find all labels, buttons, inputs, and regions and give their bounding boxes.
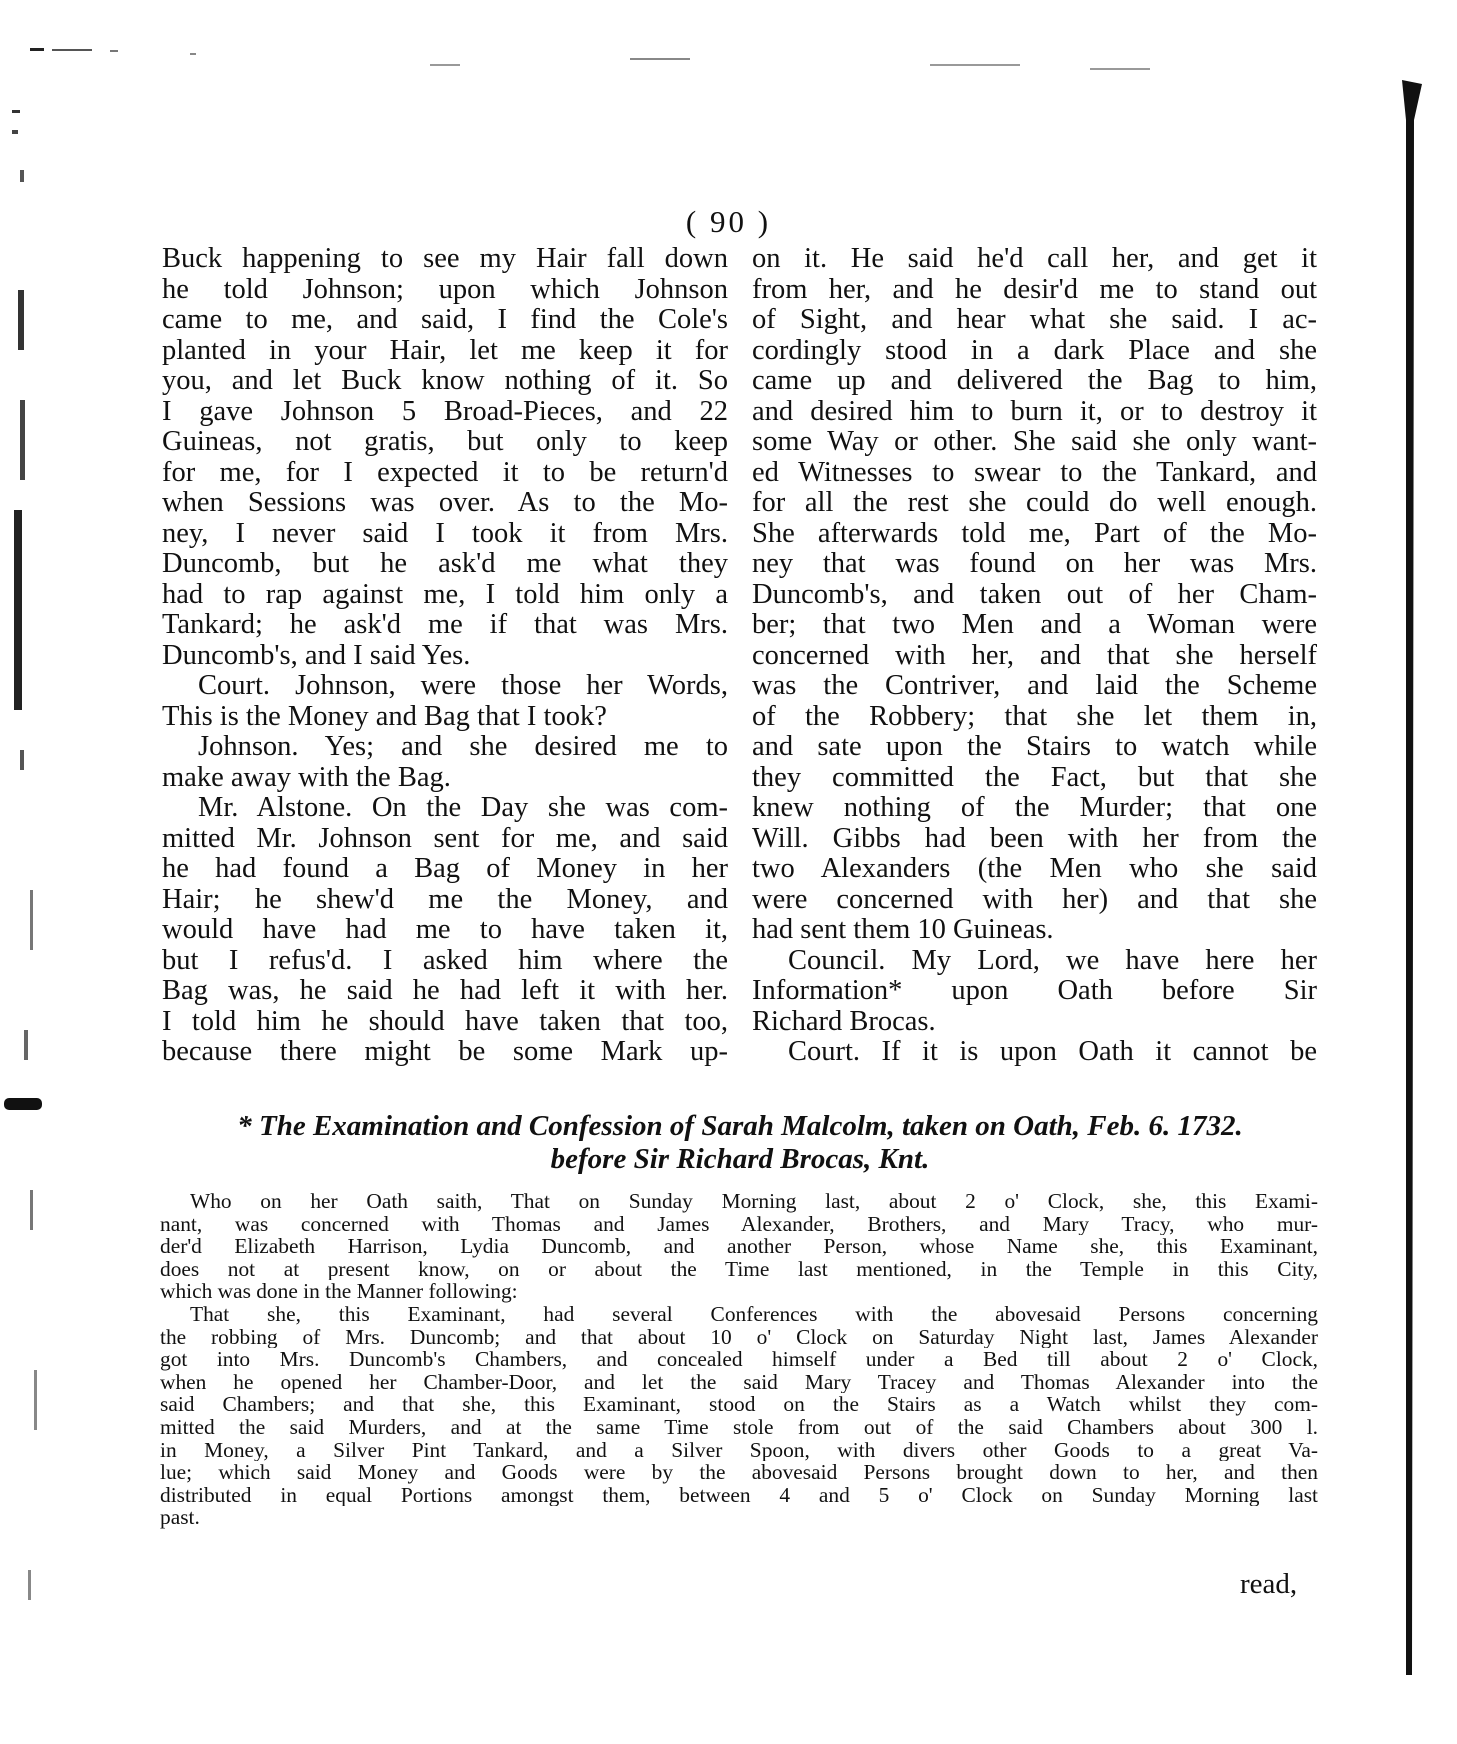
right-column-line: and desired him to burn it, or to destroy it bbox=[752, 396, 1317, 427]
footnote-title bbox=[160, 1110, 1320, 1176]
footnote-line: does not at present know, on or about the Time last mentioned, in the Temple in this City, bbox=[160, 1257, 1318, 1281]
right-column-line: ed Witnesses to swear to the Tankard, and bbox=[752, 457, 1317, 488]
right-column-line: for all the rest she could do well enough. bbox=[752, 488, 1317, 518]
left-column-line: Johnson. Yes; and she desired me to bbox=[198, 732, 728, 762]
left-column-line: mitted Mr. Johnson sent for me, and said bbox=[162, 823, 728, 854]
left-column-line: had to rap against me, I told him only a bbox=[162, 579, 728, 610]
left-column-line: Duncomb's, and I said Yes. bbox=[162, 640, 471, 671]
left-column-line: Buck happening to see my Hair fall down bbox=[162, 244, 728, 274]
right-column-line: they committed the Fact, but that she bbox=[752, 762, 1317, 793]
right-column-line: ber; that two Men and a Woman were bbox=[752, 610, 1317, 640]
right-column-line: on it. He said he'd call her, and get it bbox=[752, 244, 1317, 274]
footnote-line: der'd Elizabeth Harrison, Lydia Duncomb, and another Person, whose Name she, this Examinant, bbox=[160, 1235, 1318, 1258]
left-column-line: Bag was, he said he had left it with her. bbox=[162, 976, 728, 1006]
right-column-line: of the Robbery; that she let them in, bbox=[752, 701, 1317, 732]
right-column-line: She afterwards told me, Part of the Mo- bbox=[752, 518, 1317, 549]
footnote-title-line-1: * The Examination and Confession of Sarah Malcolm, taken on Oath, Feb. 6. 1732. bbox=[237, 1110, 1243, 1142]
left-column-line: Guineas, not gratis, but only to keep bbox=[162, 427, 728, 457]
left-column-line: when Sessions was over. As to the Mo- bbox=[162, 488, 728, 518]
right-column-line: two Alexanders (the Men who she said bbox=[752, 854, 1317, 884]
catchword: read, bbox=[1240, 1568, 1298, 1600]
right-column-line: was the Contriver, and laid the Scheme bbox=[752, 671, 1317, 701]
right-column-line: Duncomb's, and taken out of her Cham- bbox=[752, 579, 1317, 610]
scan-noise-top bbox=[30, 44, 1390, 84]
binding-edge bbox=[1400, 80, 1424, 1675]
right-column-line: Court. If it is upon Oath it cannot be bbox=[788, 1037, 1317, 1067]
left-column-line: Tankard; he ask'd me if that was Mrs. bbox=[162, 610, 728, 640]
right-column-line: of Sight, and hear what she said. I ac- bbox=[752, 305, 1317, 335]
left-column-line: but I refus'd. I asked him where the bbox=[162, 945, 728, 976]
right-column-line: ney that was found on her was Mrs. bbox=[752, 549, 1317, 579]
right-column-line: came up and delivered the Bag to him, bbox=[752, 366, 1317, 396]
left-column-line: Duncomb, but he ask'd me what they bbox=[162, 549, 728, 579]
footnote-line: the robbing of Mrs. Duncomb; and that about 10 o' Clock on Saturday Night last, James Alexander bbox=[160, 1325, 1318, 1349]
left-column-line: Court. Johnson, were those her Words, bbox=[198, 671, 728, 701]
footnote-line: nant, was concerned with Thomas and James Alexander, Brothers, and Mary Tracy, who mur- bbox=[160, 1212, 1318, 1236]
page-number: ( 90 ) bbox=[685, 204, 772, 239]
footnote-line: in Money, a Silver Pint Tankard, and a Silver Spoon, with divers other Goods to a great Va- bbox=[160, 1438, 1318, 1462]
left-column-line: make away with the Bag. bbox=[162, 762, 451, 793]
right-column-line: were concerned with her) and that she bbox=[752, 884, 1317, 915]
left-column-line: ney, I never said I took it from Mrs. bbox=[162, 518, 728, 549]
right-column-line: cordingly stood in a dark Place and she bbox=[752, 335, 1317, 366]
right-column-line: Richard Brocas. bbox=[752, 1006, 936, 1037]
left-column-line: Mr. Alstone. On the Day she was com- bbox=[198, 793, 728, 823]
left-column-line: Hair; he shew'd me the Money, and bbox=[162, 884, 728, 915]
footnote-title-line-2: before Sir Richard Brocas, Knt. bbox=[550, 1143, 930, 1175]
right-column bbox=[752, 244, 1317, 1068]
left-column-line: because there might be some Mark up- bbox=[162, 1037, 728, 1067]
right-column-line: Will. Gibbs had been with her from the bbox=[752, 823, 1317, 854]
footnote-line: which was done in the Manner following: bbox=[160, 1280, 518, 1303]
ink-blot bbox=[4, 1098, 42, 1110]
left-column-line: he told Johnson; upon which Johnson bbox=[162, 274, 728, 305]
footnote-line: got into Mrs. Duncomb's Chambers, and concealed himself under a Bed till about 2 o' Clock, bbox=[160, 1348, 1318, 1371]
footnote-line: said Chambers; and that she, this Examinant, stood on the Stairs as a Watch whilst they com- bbox=[160, 1393, 1318, 1416]
right-column-line: had sent them 10 Guineas. bbox=[752, 915, 1054, 945]
footnote-line: That she, this Examinant, had several Conferences with the abovesaid Persons concerning bbox=[190, 1302, 1318, 1326]
right-column-line: concerned with her, and that she herself bbox=[752, 640, 1317, 671]
right-column-line: Information* upon Oath before Sir bbox=[752, 976, 1317, 1006]
left-column-line: I gave Johnson 5 Broad-Pieces, and 22 bbox=[162, 396, 728, 427]
left-column-line: planted in your Hair, let me keep it for bbox=[162, 335, 728, 366]
right-column-line: Council. My Lord, we have here her bbox=[788, 945, 1317, 976]
footnote-line: when he opened her Chamber-Door, and let the said Mary Tracey and Thomas Alexander into the bbox=[160, 1370, 1318, 1394]
left-column-line: would have had me to have taken it, bbox=[162, 915, 728, 945]
right-column-line: from her, and he desir'd me to stand out bbox=[752, 274, 1317, 305]
left-column-line: you, and let Buck know nothing of it. So bbox=[162, 366, 728, 396]
scan-noise-left-margin bbox=[0, 90, 70, 1670]
right-column-line: knew nothing of the Murder; that one bbox=[752, 793, 1317, 823]
left-column bbox=[162, 244, 728, 1068]
left-column-line: for me, for I expected it to be return'd bbox=[162, 457, 728, 488]
right-column-line: and sate upon the Stairs to watch while bbox=[752, 732, 1317, 762]
right-column-line: some Way or other. She said she only want- bbox=[752, 427, 1317, 457]
footnote-line: mitted the said Murders, and at the same Time stole from out of the said Chambers about 300 l. bbox=[160, 1415, 1318, 1439]
footnote-line: past. bbox=[160, 1506, 200, 1529]
left-column-line: came to me, and said, I find the Cole's bbox=[162, 305, 728, 335]
left-column-line: This is the Money and Bag that I took? bbox=[162, 701, 607, 732]
footnote-line: distributed in equal Portions amongst them, between 4 and 5 o' Clock on Sunday Morning last bbox=[160, 1483, 1318, 1507]
footnote-line: Who on her Oath saith, That on Sunday Morning last, about 2 o' Clock, she, this Exami- bbox=[190, 1190, 1318, 1213]
left-column-line: I told him he should have taken that too, bbox=[162, 1006, 728, 1037]
footnote-line: lue; which said Money and Goods were by the abovesaid Persons brought down to her, and then bbox=[160, 1461, 1318, 1484]
footnote-body bbox=[160, 1190, 1318, 1529]
left-column-line: he had found a Bag of Money in her bbox=[162, 854, 728, 884]
